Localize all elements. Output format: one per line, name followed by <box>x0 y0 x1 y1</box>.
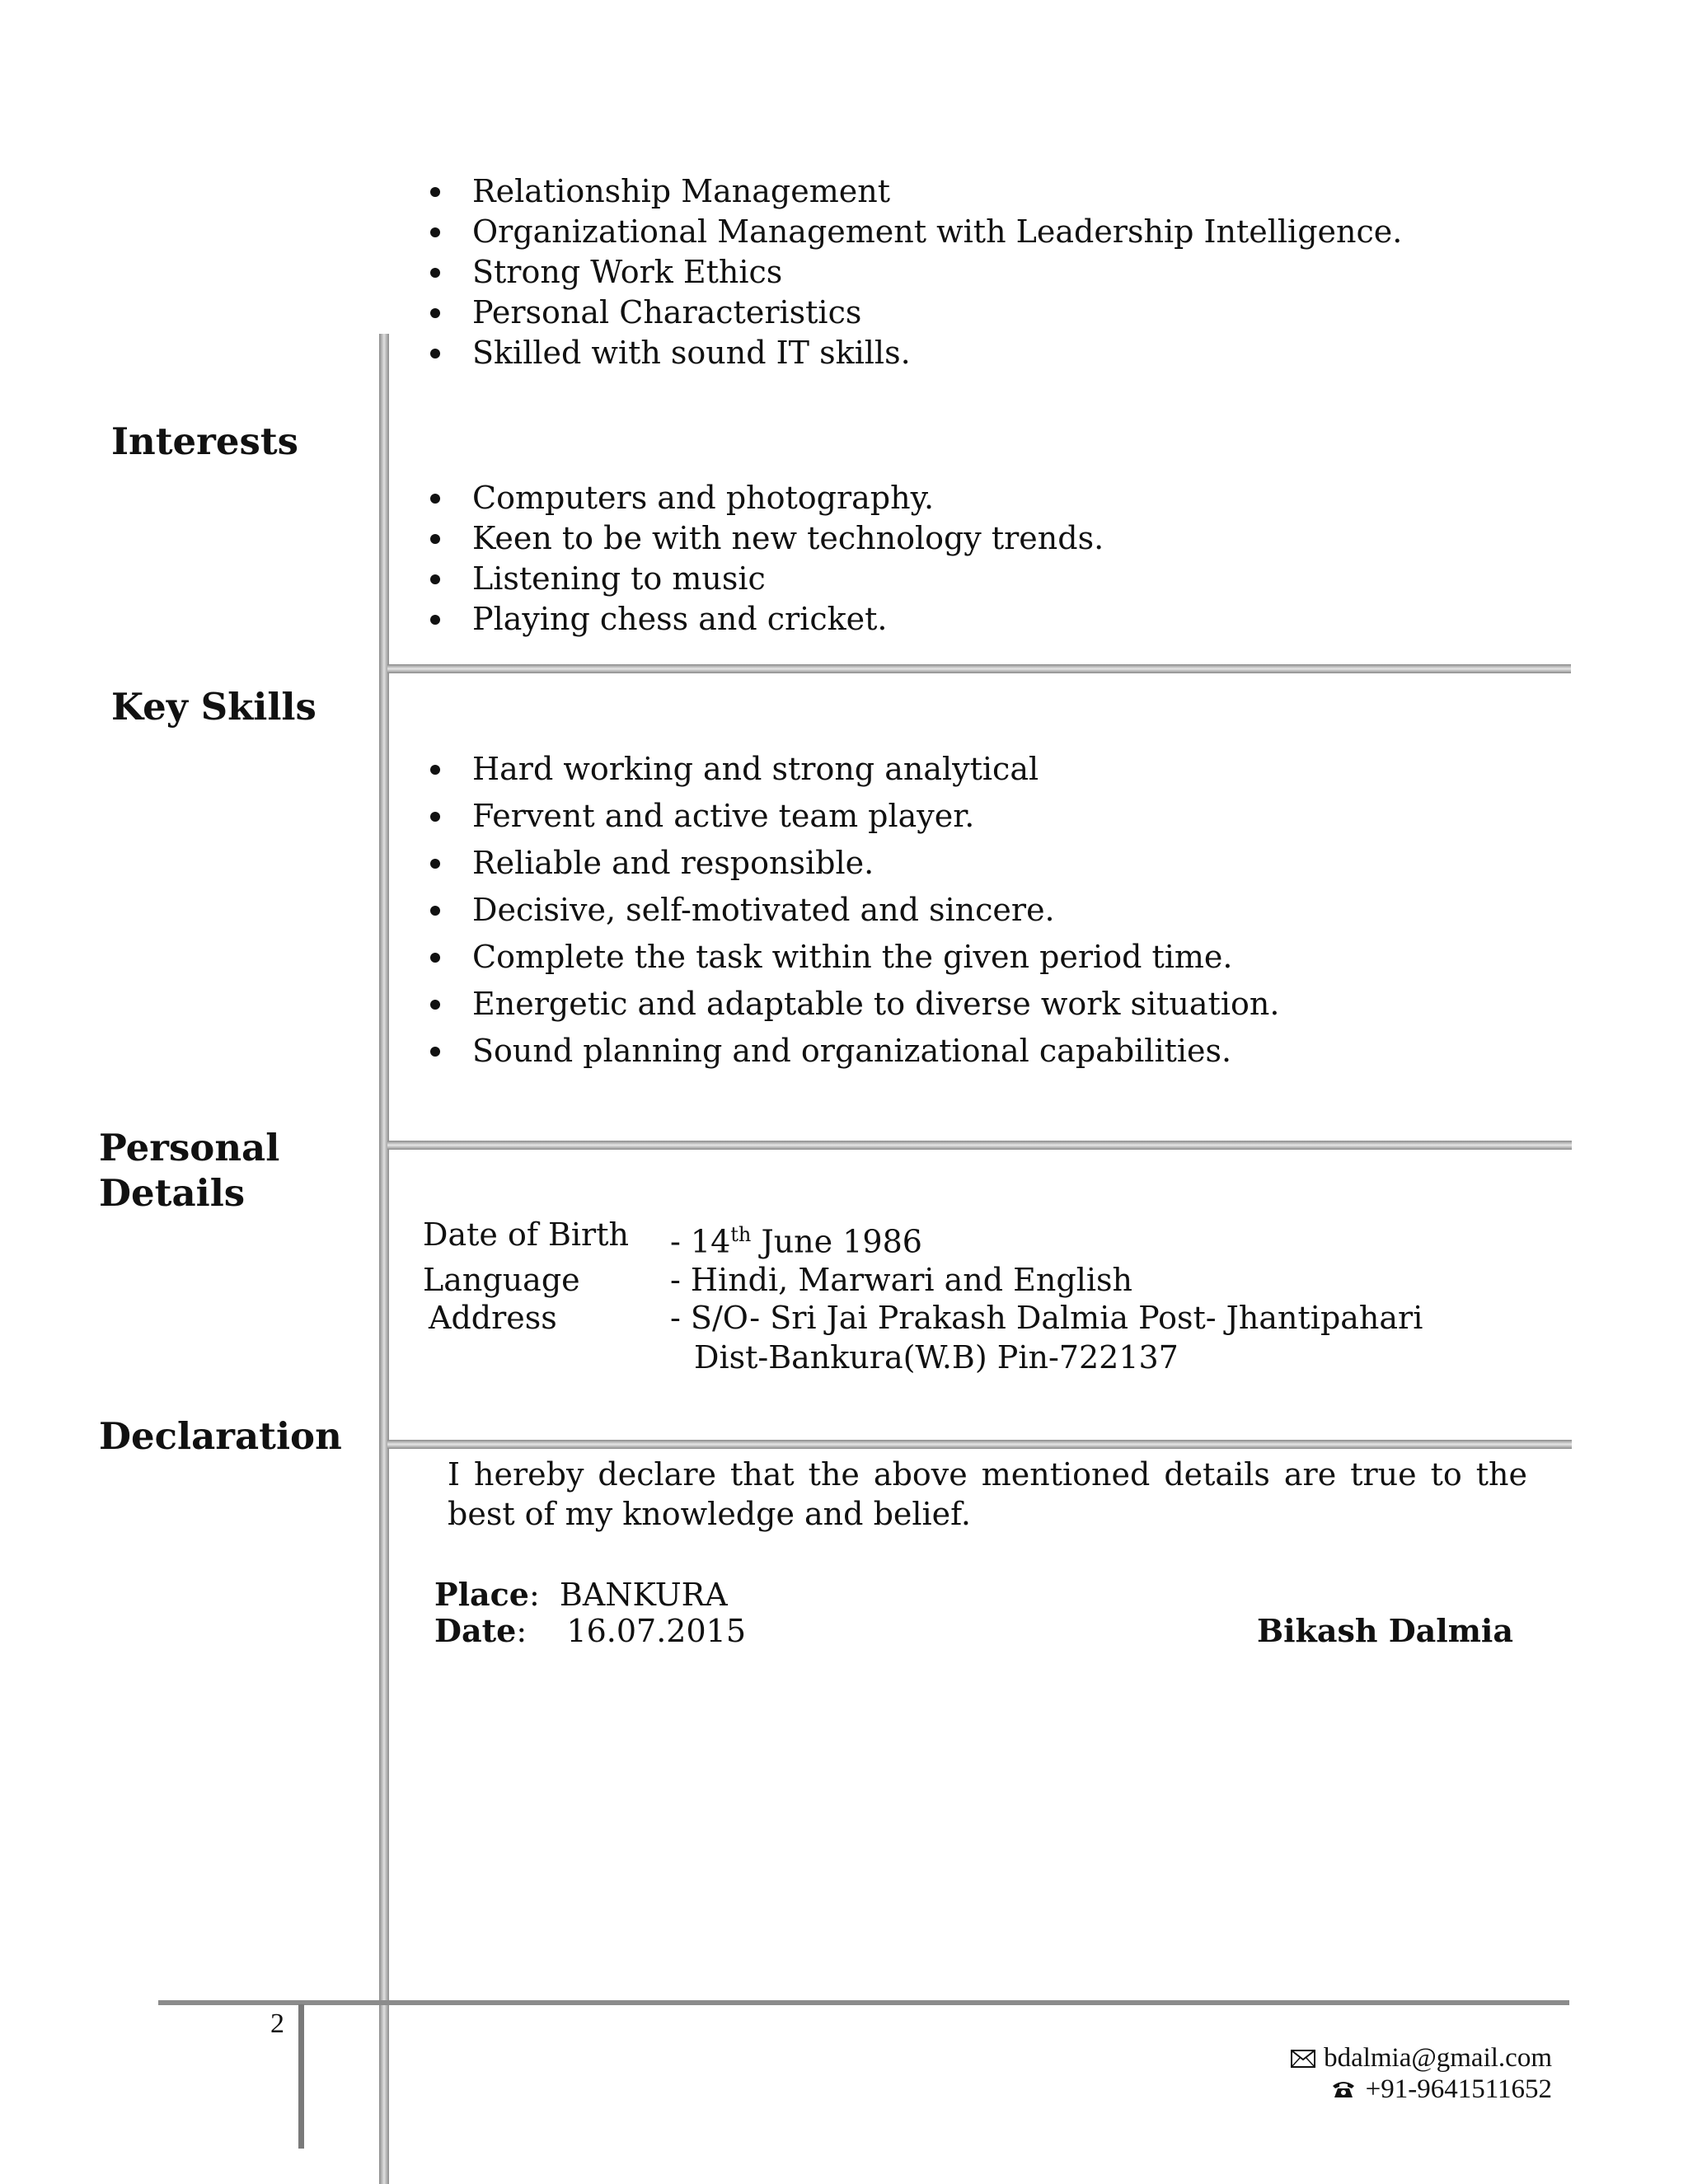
personal-details-heading <box>99 1125 279 1216</box>
list-item: Fervent and active team player. <box>424 793 1279 840</box>
footer-email-row <box>1291 2042 1552 2074</box>
list-item: Complete the task within the given period time. <box>424 934 1279 981</box>
footer-phone[interactable]: +91-9641511652 <box>1365 2074 1552 2104</box>
divider-after-interests <box>387 664 1571 673</box>
list-item: Hard working and strong analytical <box>424 746 1279 793</box>
list-item: Decisive, self-motivated and sincere. <box>424 887 1279 934</box>
dob-prefix: - 14 <box>670 1223 731 1260</box>
list-item: Reliable and responsible. <box>424 840 1279 887</box>
date-colon: : <box>516 1613 567 1649</box>
list-item: Computers and photography. <box>424 478 1104 518</box>
list-item: Personal Characteristics <box>424 293 1402 333</box>
list-item: Strong Work Ethics <box>424 252 1402 293</box>
date-label: Date <box>434 1612 517 1649</box>
interests-list <box>424 478 1104 640</box>
envelope-icon <box>1291 2044 1315 2062</box>
list-item: Listening to music <box>424 559 1104 599</box>
list-item: Energetic and adaptable to diverse work situation. <box>424 981 1279 1028</box>
telephone-icon <box>1331 2075 1356 2095</box>
place-value: BANKURA <box>559 1577 728 1613</box>
list-item: Sound planning and organizational capabilities. <box>424 1028 1279 1075</box>
signature-name: Bikash Dalmia <box>1256 1612 1513 1649</box>
dob-suffix: th <box>730 1223 752 1246</box>
language-value: - Hindi, Marwari and English <box>670 1262 1132 1298</box>
divider-after-key-skills <box>387 1141 1572 1150</box>
declaration-heading: Declaration <box>99 1414 342 1458</box>
page-number: 2 <box>270 2008 284 2039</box>
date-row <box>434 1612 746 1650</box>
key-skills-heading: Key Skills <box>111 685 316 729</box>
list-item: Skilled with sound IT skills. <box>424 333 1402 373</box>
skills-continuation-list <box>424 171 1402 373</box>
place-label: Place <box>434 1576 529 1613</box>
dob-rest: June 1986 <box>751 1223 922 1260</box>
footer-phone-row <box>1331 2074 1552 2105</box>
list-item: Relationship Management <box>424 171 1402 212</box>
list-item: Playing chess and cricket. <box>424 599 1104 640</box>
key-skills-list <box>424 746 1279 1075</box>
language-label: Language <box>423 1262 580 1298</box>
address-line-1: - S/O- Sri Jai Prakash Dalmia Post- Jhantipahari <box>670 1300 1423 1336</box>
address-label: Address <box>429 1300 557 1336</box>
interests-heading: Interests <box>111 419 298 463</box>
list-item: Organizational Management with Leadership Intelligence. <box>424 212 1402 252</box>
footer-divider <box>158 2000 1569 2005</box>
date-value: 16.07.2015 <box>566 1613 747 1649</box>
declaration-text: I hereby declare that the above mentioned details are true to the best of my knowledge and belief. <box>448 1456 1527 1532</box>
place-colon: : <box>528 1577 560 1613</box>
main-vertical-divider <box>379 334 389 2184</box>
dob-label: Date of Birth <box>423 1216 629 1253</box>
personal-details-heading-line1: Personal <box>99 1126 280 1169</box>
personal-details-heading-line2: Details <box>99 1171 246 1215</box>
place-row <box>434 1576 728 1614</box>
address-line-2: Dist-Bankura(W.B) Pin-722137 <box>694 1339 1179 1376</box>
footer-email[interactable]: bdalmia@gmail.com <box>1324 2043 1552 2073</box>
list-item: Keen to be with new technology trends. <box>424 518 1104 559</box>
dob-value <box>670 1216 922 1261</box>
page-number-divider <box>298 2004 304 2149</box>
divider-after-personal-details <box>387 1440 1572 1449</box>
